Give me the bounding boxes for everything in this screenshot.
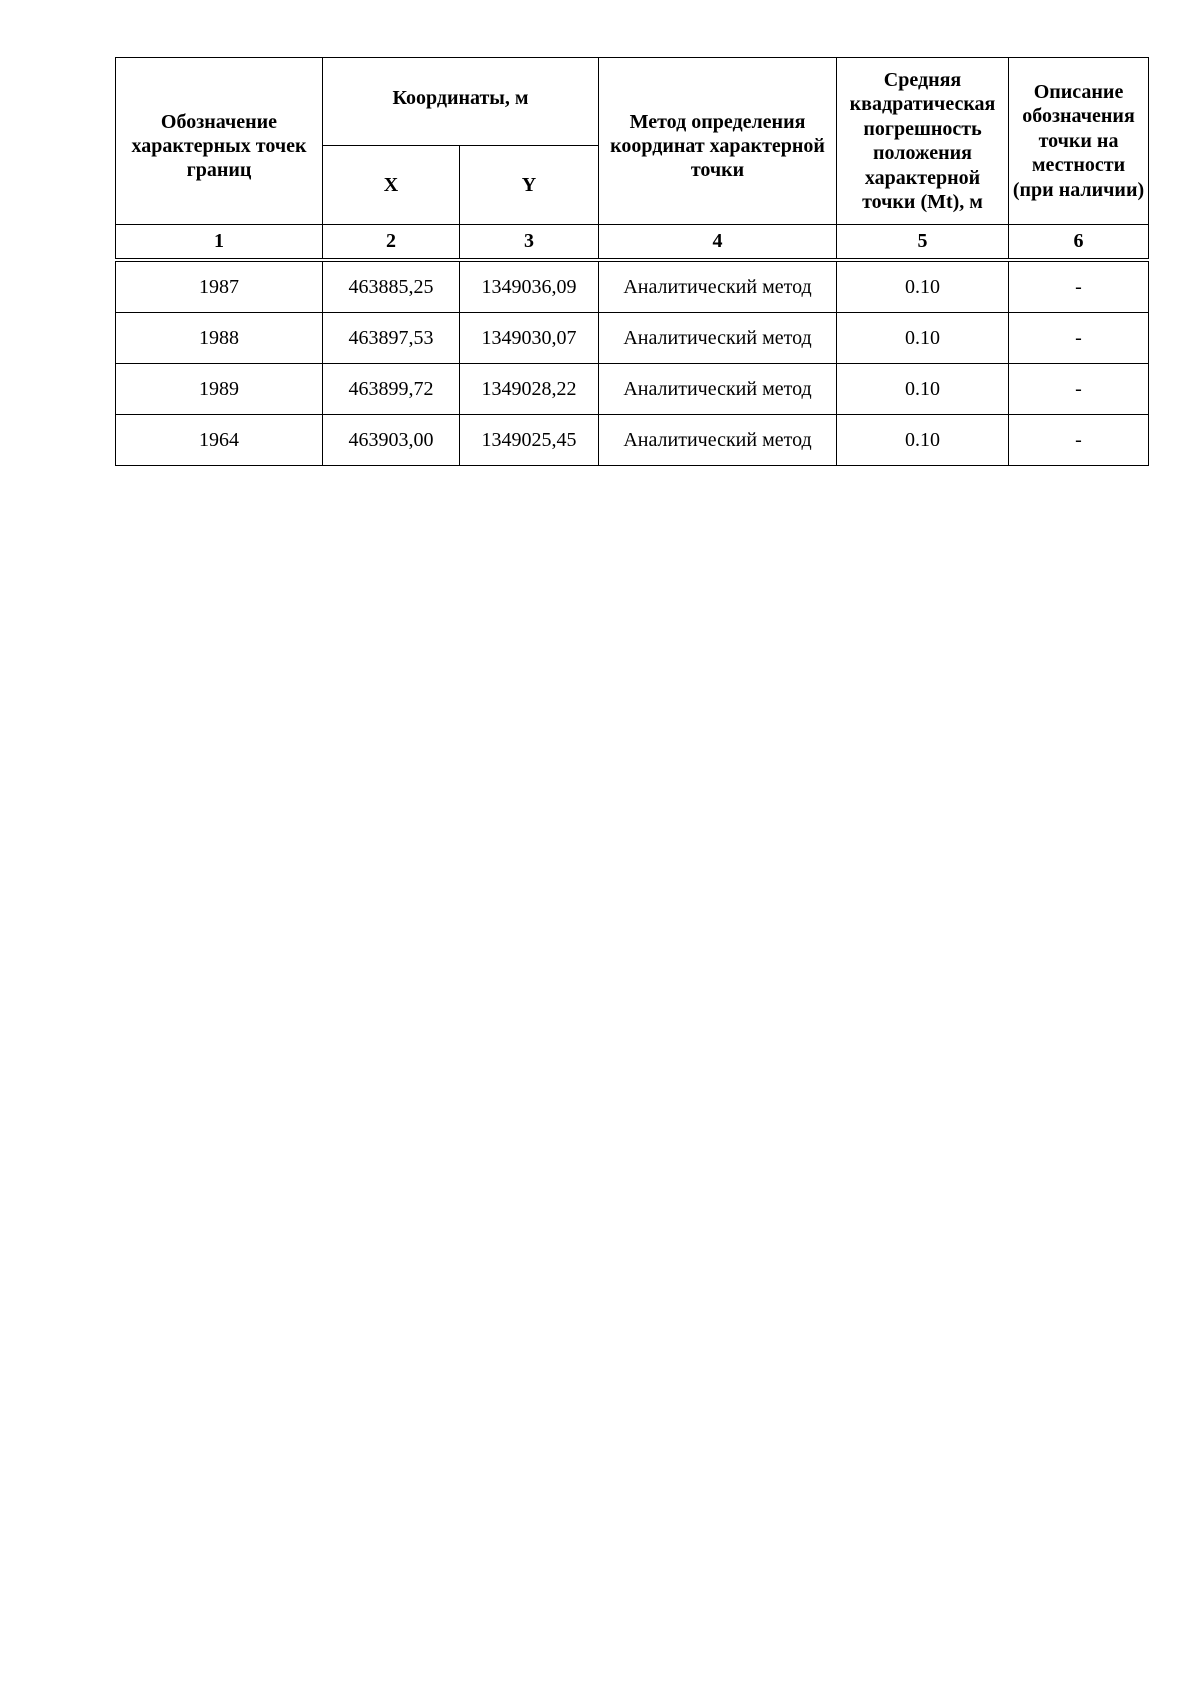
y-cell: 1349028,22 xyxy=(460,364,599,415)
header-x: X xyxy=(323,146,460,225)
y-cell: 1349036,09 xyxy=(460,262,599,313)
error-cell: 0.10 xyxy=(837,313,1009,364)
error-cell: 0.10 xyxy=(837,364,1009,415)
coordinates-table xyxy=(115,57,1149,466)
header-coordinates: Координаты, м xyxy=(323,58,599,146)
error-cell: 0.10 xyxy=(837,262,1009,313)
column-number: 1 xyxy=(116,225,323,259)
column-number: 4 xyxy=(599,225,837,259)
header-description: Описание обозначения точки на местности (при наличии) xyxy=(1009,58,1149,225)
method-cell: Аналитический метод xyxy=(599,313,837,364)
table-row xyxy=(116,415,1149,466)
description-cell: - xyxy=(1009,313,1149,364)
column-number: 2 xyxy=(323,225,460,259)
description-cell: - xyxy=(1009,364,1149,415)
error-cell: 0.10 xyxy=(837,415,1009,466)
method-cell: Аналитический метод xyxy=(599,262,837,313)
description-cell: - xyxy=(1009,415,1149,466)
point-cell: 1989 xyxy=(116,364,323,415)
column-number: 6 xyxy=(1009,225,1149,259)
table-row xyxy=(116,262,1149,313)
point-cell: 1988 xyxy=(116,313,323,364)
y-cell: 1349025,45 xyxy=(460,415,599,466)
x-cell: 463899,72 xyxy=(323,364,460,415)
header-y: Y xyxy=(460,146,599,225)
method-cell: Аналитический метод xyxy=(599,364,837,415)
x-cell: 463897,53 xyxy=(323,313,460,364)
header-point-designation: Обозначение характерных точек границ xyxy=(116,58,323,225)
x-cell: 463885,25 xyxy=(323,262,460,313)
point-cell: 1987 xyxy=(116,262,323,313)
x-cell: 463903,00 xyxy=(323,415,460,466)
header-method: Метод определения координат характерной точки xyxy=(599,58,837,225)
method-cell: Аналитический метод xyxy=(599,415,837,466)
column-number: 5 xyxy=(837,225,1009,259)
header-error: Средняя квадратическая погрешность положения характерной точки (Mt), м xyxy=(837,58,1009,225)
description-cell: - xyxy=(1009,262,1149,313)
table-row xyxy=(116,313,1149,364)
y-cell: 1349030,07 xyxy=(460,313,599,364)
document-sheet xyxy=(115,57,1148,466)
column-number: 3 xyxy=(460,225,599,259)
table-row xyxy=(116,364,1149,415)
point-cell: 1964 xyxy=(116,415,323,466)
